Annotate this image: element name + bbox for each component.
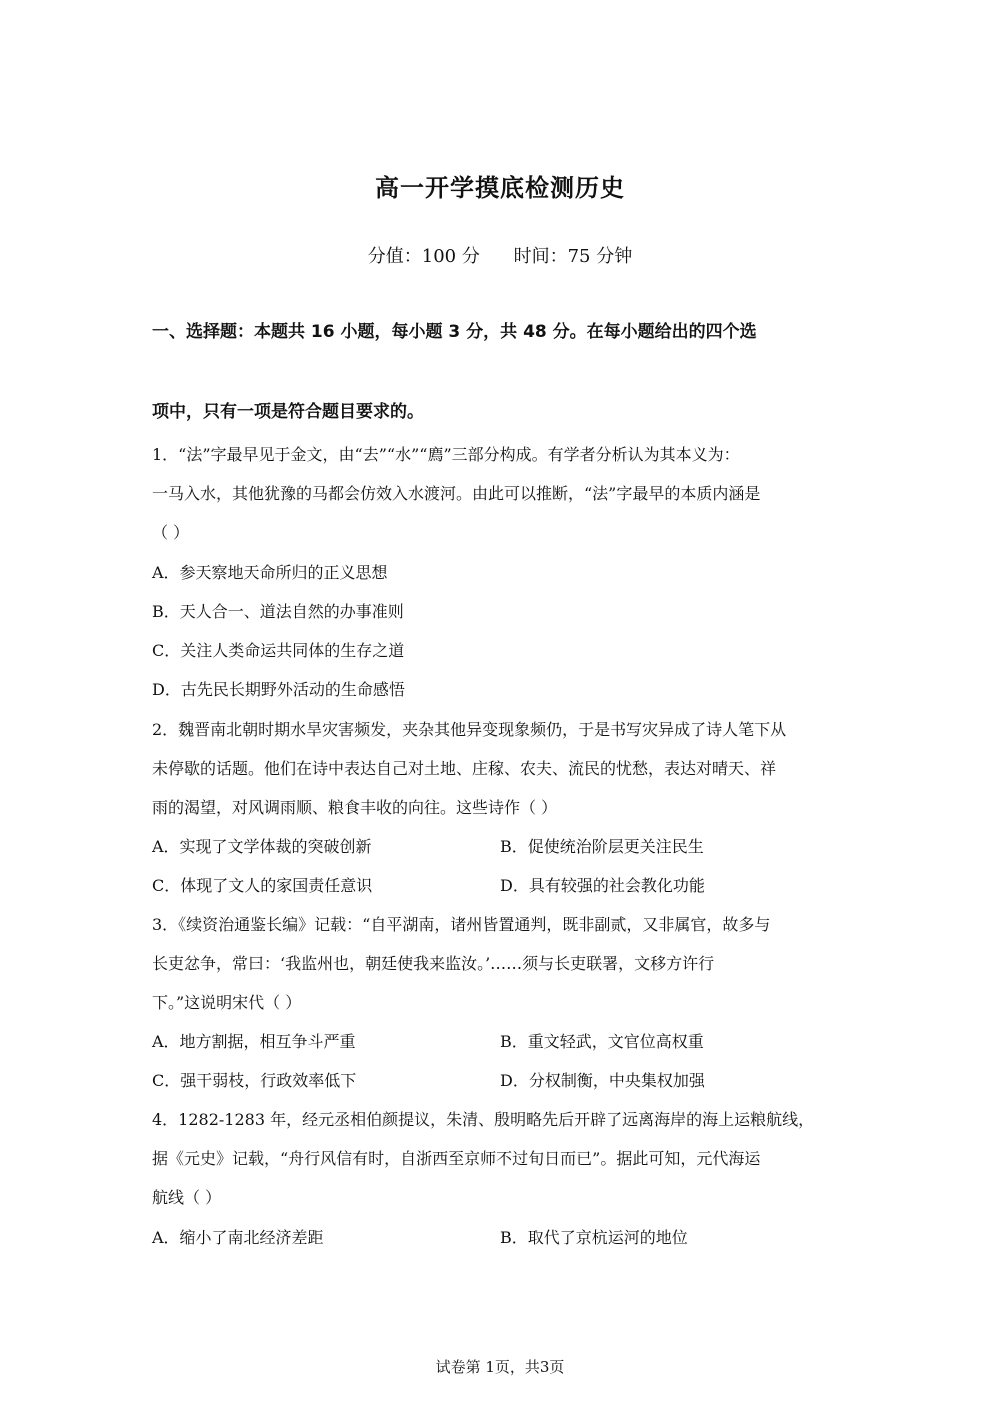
q1-stem-line: 1．“法”字最早见于金文，由“去”“水”“廌”三部分构成。有学者分析认为其本义为：	[152, 445, 740, 464]
page-title: 高一开学摸底检测历史	[375, 174, 625, 202]
q4-stem-line: 4．1282-1283 年，经元丞相伯颜提议，朱清、殷明略先后开辟了远离海岸的海上运粮航线，	[152, 1110, 815, 1129]
q1-option-b[interactable]: B．天人合一、道法自然的办事准则	[152, 602, 404, 621]
q1-option-a[interactable]: A．参天察地天命所归的正义思想	[152, 563, 388, 582]
q4-option-a[interactable]: A．缩小了南北经济差距	[152, 1228, 324, 1247]
q4-option-b[interactable]: B．取代了京杭运河的地位	[500, 1228, 688, 1247]
q3-stem-line: 下。”这说明宋代（ ）	[152, 993, 302, 1012]
q1-stem-line: （ ）	[152, 523, 190, 542]
score-info: 分值：100 分	[367, 246, 480, 267]
q3-stem-line: 长吏忿争，常曰：‘我监州也，朝廷使我来监汝。’……须与长吏联署，文移方许行	[152, 954, 715, 973]
exam-meta	[0, 242, 1000, 268]
q3-option-c[interactable]: C．强干弱枝，行政效率低下	[152, 1071, 357, 1090]
q2-option-b[interactable]: B．促使统治阶层更关注民生	[500, 837, 704, 856]
q4-stem-line: 航线（ ）	[152, 1188, 222, 1207]
section-heading-line: 一、选择题：本题共 16 小题，每小题 3 分，共 48 分。在每小题给出的四个选	[152, 322, 757, 342]
q1-option-d[interactable]: D．古先民长期野外活动的生命感悟	[152, 680, 405, 699]
q2-option-d[interactable]: D．具有较强的社会教化功能	[500, 876, 705, 895]
q3-option-a[interactable]: A．地方割据，相互争斗严重	[152, 1032, 356, 1051]
q3-stem-line: 3．《续资治通鉴长编》记载：“自平湖南，诸州皆置通判，既非副贰，又非属官，故多与	[152, 915, 771, 934]
section-heading-line: 项中，只有一项是符合题目要求的。	[152, 402, 424, 422]
q2-stem-line: 未停歇的话题。他们在诗中表达自己对土地、庄稼、农夫、流民的忧愁，表达对晴天、祥	[152, 759, 777, 778]
q4-stem-line: 据《元史》记载，“舟行风信有时，自浙西至京师不过旬日而已”。据此可知，元代海运	[152, 1149, 761, 1168]
q2-stem-line: 雨的渴望，对风调雨顺、粮食丰收的向往。这些诗作（ ）	[152, 798, 558, 817]
q1-stem-line: 一马入水，其他犹豫的马都会仿效入水渡河。由此可以推断，“法”字最早的本质内涵是	[152, 484, 761, 503]
section-heading	[152, 292, 852, 452]
q2-stem-line: 2．魏晋南北朝时期水旱灾害频发，夹杂其他异变现象频仍，于是书写灾异成了诗人笔下从	[152, 720, 787, 739]
page-footer: 试卷第 1页，共3页	[435, 1358, 565, 1376]
q2-option-c[interactable]: C．体现了文人的家国责任意识	[152, 876, 373, 895]
time-info: 时间：75 分钟	[513, 246, 633, 267]
q2-option-a[interactable]: A．实现了文学体裁的突破创新	[152, 837, 372, 856]
q1-option-c[interactable]: C．关注人类命运共同体的生存之道	[152, 641, 405, 660]
q3-option-b[interactable]: B．重文轻武，文官位高权重	[500, 1032, 704, 1051]
q3-option-d[interactable]: D．分权制衡，中央集权加强	[500, 1071, 705, 1090]
